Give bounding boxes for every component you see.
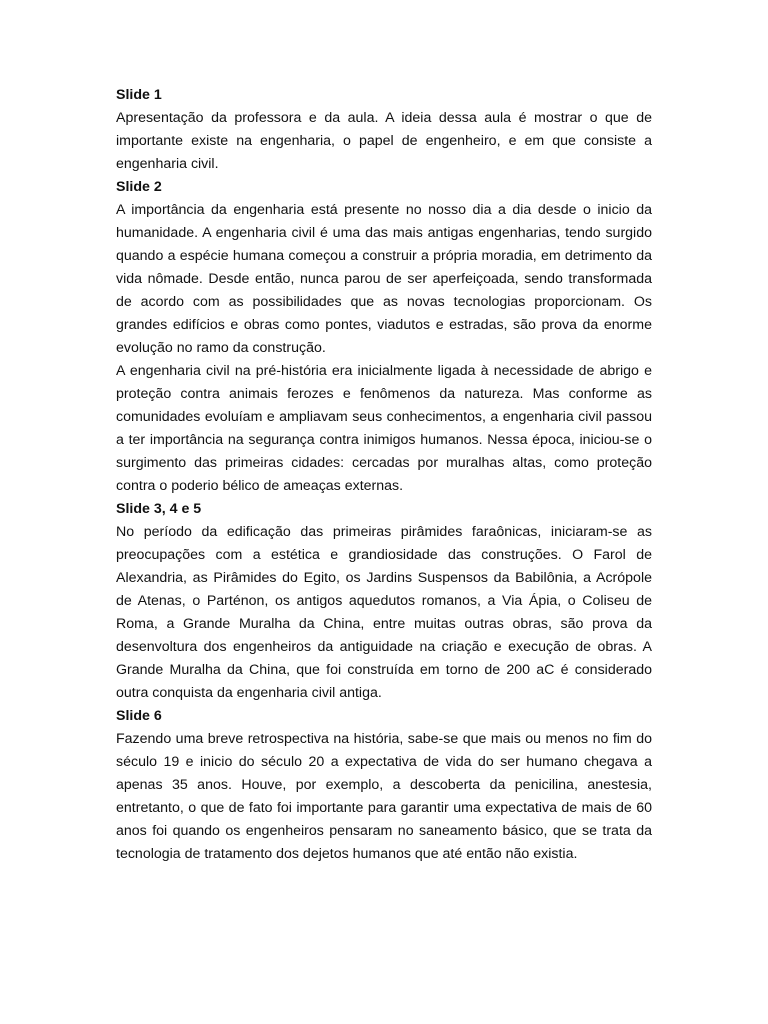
section-slide-1 xyxy=(116,84,652,176)
section-paragraph: A engenharia civil na pré-história era inicialmente ligada à necessidade de abrigo e proteção contra animais ferozes e fenômenos da natureza. Mas conforme as comunidades evoluíam e ampliavam seus conhecimentos, a engenharia civil passou a ter importância na segurança contra inimigos humanos. Nessa época, iniciou-se o surgimento das primeiras cidades: cercadas por muralhas altas, como proteção contra o poderio bélico de ameaças externas. xyxy=(116,363,652,494)
section-heading: Slide 6 xyxy=(116,708,162,724)
section-slide-3-4-5 xyxy=(116,498,652,705)
section-slide-6 xyxy=(116,705,652,866)
section-paragraph: A importância da engenharia está presente no nosso dia a dia desde o inicio da humanidade. A engenharia civil é uma das mais antigas engenharias, tendo surgido quando a espécie humana começou a construir a própria moradia, em detrimento da vida nômade. Desde então, nunca parou de ser aperfeiçoada, sendo transformada de acordo com as possibilidades que as novas tecnologias proporcionam. Os grandes edifícios e obras como pontes, viadutos e estradas, são prova da enorme evolução no ramo da construção. xyxy=(116,202,652,356)
section-slide-2 xyxy=(116,176,652,498)
section-heading: Slide 2 xyxy=(116,179,162,195)
section-paragraph: Apresentação da professora e da aula. A ideia dessa aula é mostrar o que de importante existe na engenharia, o papel de engenheiro, e em que consiste a engenharia civil. xyxy=(116,110,652,172)
section-heading: Slide 1 xyxy=(116,87,162,103)
section-heading: Slide 3, 4 e 5 xyxy=(116,501,202,517)
document-page xyxy=(116,84,652,866)
section-paragraph: Fazendo uma breve retrospectiva na história, sabe-se que mais ou menos no fim do século 19 e inicio do século 20 a expectativa de vida do ser humano chegava a apenas 35 anos. Houve, por exemplo, a descoberta da penicilina, anestesia, entretanto, o que de fato foi importante para garantir uma expectativa de mais de 60 anos foi quando os engenheiros pensaram no saneamento básico, que se trata da tecnologia de tratamento dos dejetos humanos que até então não existia. xyxy=(116,731,652,862)
section-paragraph: No período da edificação das primeiras pirâmides faraônicas, iniciaram-se as preocupações com a estética e grandiosidade das construções. O Farol de Alexandria, as Pirâmides do Egito, os Jardins Suspensos da Babilônia, a Acrópole de Atenas, o Parténon, os antigos aquedutos romanos, a Via Ápia, o Coliseu de Roma, a Grande Muralha da China, entre muitas outras obras, são prova da desenvoltura dos engenheiros da antiguidade na criação e execução de obras. A Grande Muralha da China, que foi construída em torno de 200 aC é considerado outra conquista da engenharia civil antiga. xyxy=(116,524,652,701)
